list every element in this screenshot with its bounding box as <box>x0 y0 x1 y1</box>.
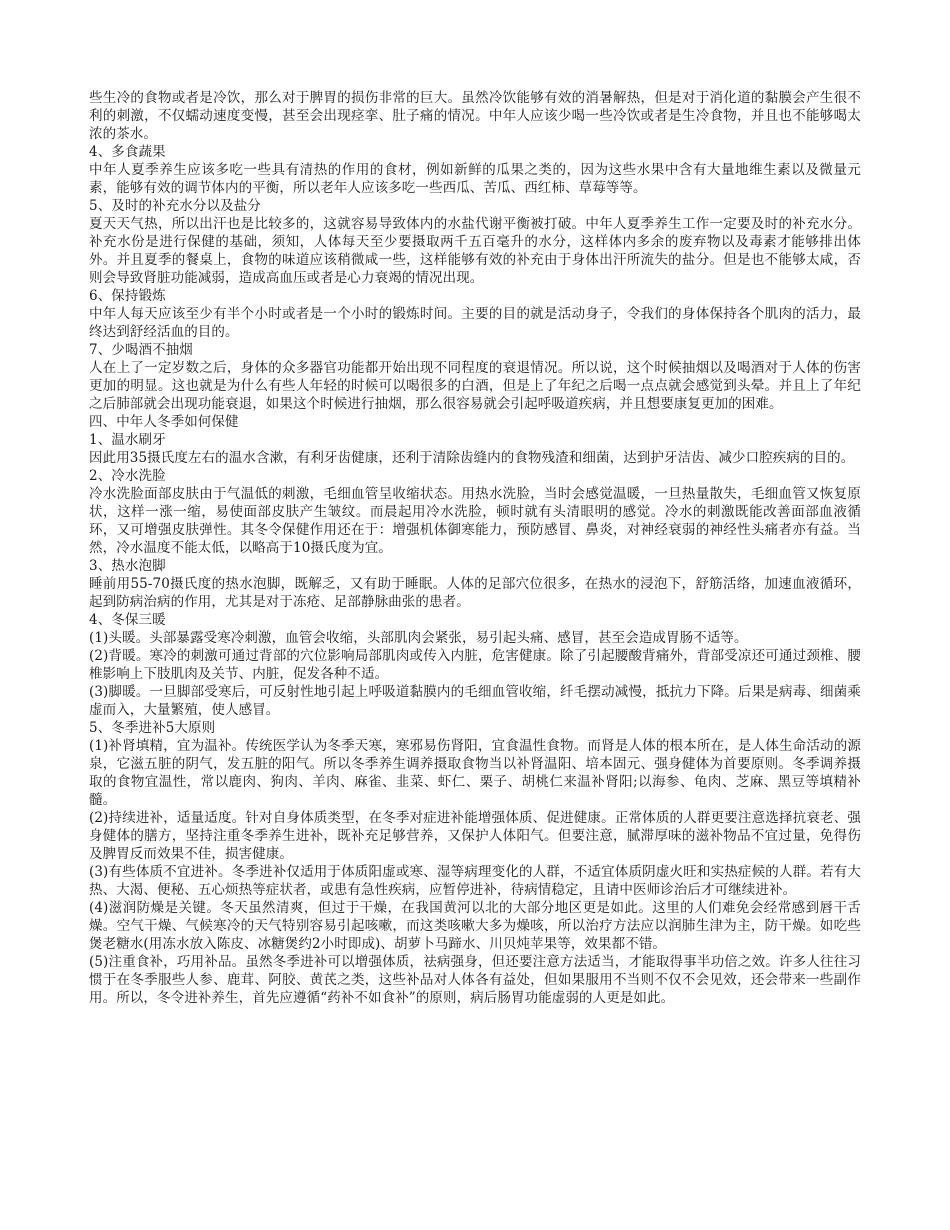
section-heading: 5、冬季进补5大原则 <box>89 720 216 736</box>
paragraph: (3)有些体质不宜进补。冬季进补仅适用于体质阳虚或寒、湿等病理变化的人群，不适宜体质阴虚火旺和实热症候的人群。若有大热、大渴、便秘、五心烦热等症状者，或患有急性疾病，应暂停进补，待病情稳定，且请中医师诊治后才可继续进补。 <box>89 864 861 898</box>
paragraph: 些生冷的食物或者是冷饮，那么对于脾胃的损伤非常的巨大。虽然冷饮能够有效的消暑解热，但是对于消化道的黏膜会产生很不利的刺激，不仅蠕动速度变慢，甚至会出现痉挛、肚子痛的情况。中年人应该少喝一些冷饮或者是生冷食物，并且也不能够喝太浓的茶水。 <box>89 90 861 142</box>
paragraph: 冷水洗脸面部皮肤由于气温低的刺激，毛细血管呈收缩状态。用热水洗脸，当时会感觉温暖，一旦热量散失，毛细血管又恢复原状，这样一涨一缩，易使面部皮肤产生皱纹。而晨起用冷水洗脸，顿时就有头清眼明的感觉。冷水的刺激既能改善面部血液循环，又可增强皮肤弹性。其冬令保健作用还在于：增强机体御寒能力，预防感冒、鼻炎，对神经衰弱的神经性头痛者亦有益。当然，冷水温度不能太低，以略高于10摄氏度为宜。 <box>89 486 861 556</box>
section-heading: 1、温水刷牙 <box>89 432 166 448</box>
chapter-heading: 四、中年人冬季如何保健 <box>89 414 239 430</box>
paragraph: (3)脚暖。一旦脚部受寒后，可反射性地引起上呼吸道黏膜内的毛细血管收缩，纤毛摆动减慢，抵抗力下降。后果是病毒、细菌乘虚而入，大量繁殖，使人感冒。 <box>89 684 861 718</box>
section-heading: 2、冷水洗脸 <box>89 468 166 484</box>
paragraph: (2)背暖。寒冷的刺激可通过背部的穴位影响局部肌肉或传入内脏，危害健康。除了引起腰酸背痛外，背部受凉还可通过颈椎、腰椎影响上下肢肌肉及关节、内脏，促发各种不适。 <box>89 648 861 682</box>
section-heading: 5、及时的补充水分以及盐分 <box>89 198 261 214</box>
paragraph: 中年人每天应该至少有半个小时或者是一个小时的锻炼时间。主要的目的就是活动身子，令我们的身体保持各个肌肉的活力，最终达到舒经活血的目的。 <box>89 306 861 340</box>
paragraph: 夏天天气热，所以出汗也是比较多的，这就容易导致体内的水盐代谢平衡被打破。中年人夏季养生工作一定要及时的补充水分。补充水份是进行保健的基础，须知，人体每天至少要摄取两千五百毫升的水分，这样体内多余的废弃物以及毒素才能够排出体外。并且夏季的餐桌上，食物的味道应该稍微咸一些，这样能够有效的补充由于身体出汗所流失的盐分。但是也不能够太咸，否则会导致肾脏功能减弱，造成高血压或者是心力衰竭的情况出现。 <box>89 216 861 286</box>
paragraph: (2)持续进补，适量适度。针对自身体质类型，在冬季对症进补能增强体质、促进健康。正常体质的人群更要注意选择抗衰老、强身健体的膳方，坚持注重冬季养生进补，既补充足够营养，又保护人体阳气。但要注意，腻滞厚味的滋补物品不宜过量，免得伤及脾胃反而效果不佳，损害健康。 <box>89 810 861 862</box>
section-heading: 3、热水泡脚 <box>89 558 166 574</box>
section-heading: 4、冬保三暖 <box>89 612 166 628</box>
paragraph: (5)注重食补，巧用补品。虽然冬季进补可以增强体质，祛病强身，但还要注意方法适当，才能取得事半功倍之效。许多人往往习惯于在冬季服些人参、鹿茸、阿胶、黄芪之类，这些补品对人体各有益处，但如果服用不当则不仅不会见效，还会带来一些副作用。所以，冬令进补养生，首先应遵循“药补不如食补”的原则，病后肠胃功能虚弱的人更是如此。 <box>89 954 861 1006</box>
section-heading: 6、保持锻炼 <box>89 288 166 304</box>
document-body <box>89 89 861 1007</box>
paragraph: (1)补肾填精，宜为温补。传统医学认为冬季天寒，寒邪易伤肾阳，宜食温性食物。而肾是人体的根本所在，是人体生命活动的源泉，它滋五脏的阴气，发五脏的阳气。所以冬季养生调养摄取食物当以补肾温阳、培本固元、强身健体为首要原则。冬季调养摄取的食物宜温性，常以鹿肉、狗肉、羊肉、麻雀、韭菜、虾仁、栗子、胡桃仁来温补肾阳;以海参、龟肉、芝麻、黑豆等填精补髓。 <box>89 738 861 808</box>
paragraph: 中年人夏季养生应该多吃一些具有清热的作用的食材，例如新鲜的瓜果之类的，因为这些水果中含有大量地维生素以及微量元素，能够有效的调节体内的平衡，所以老年人应该多吃一些西瓜、苦瓜、西红柿、草莓等等。 <box>89 162 861 196</box>
section-heading: 7、少喝酒不抽烟 <box>89 342 193 358</box>
paragraph: (4)滋润防燥是关键。冬天虽然清爽，但过于干燥，在我国黄河以北的大部分地区更是如此。这里的人们难免会经常感到唇干舌燥。空气干燥、气候寒冷的天气特别容易引起咳嗽，而这类咳嗽大多为燥咳，所以治疗方法应以润肺生津为主，防干燥。如吃些煲老糖水(用冻水放入陈皮、冰糖煲约2小时即成)、胡萝卜马蹄水、川贝炖苹果等，效果都不错。 <box>89 900 861 952</box>
paragraph: 睡前用55-70摄氏度的热水泡脚，既解乏，又有助于睡眠。人体的足部穴位很多，在热水的浸泡下，舒筋活络，加速血液循环，起到防病治病的作用，尤其是对于冻疮、足部静脉曲张的患者。 <box>89 576 861 610</box>
paragraph: 因此用35摄氏度左右的温水含漱，有利牙齿健康，还利于清除齿缝内的食物残渣和细菌，达到护牙洁齿、减少口腔疾病的目的。 <box>89 450 855 466</box>
paragraph: (1)头暖。头部暴露受寒冷刺激，血管会收缩，头部肌肉会紧张，易引起头痛、感冒，甚至会造成胃肠不适等。 <box>89 630 748 646</box>
section-heading: 4、多食蔬果 <box>89 144 166 160</box>
paragraph: 人在上了一定岁数之后，身体的众多器官功能都开始出现不同程度的衰退情况。所以说，这个时候抽烟以及喝酒对于人体的伤害更加的明显。这也就是为什么有些人年轻的时候可以喝很多的白酒，但是上了年纪之后喝一点点就会感觉到头晕。并且上了年纪之后肺部就会出现功能衰退，如果这个时候进行抽烟，那么很容易就会引起呼吸道疾病，并且想要康复更加的困难。 <box>89 360 861 412</box>
